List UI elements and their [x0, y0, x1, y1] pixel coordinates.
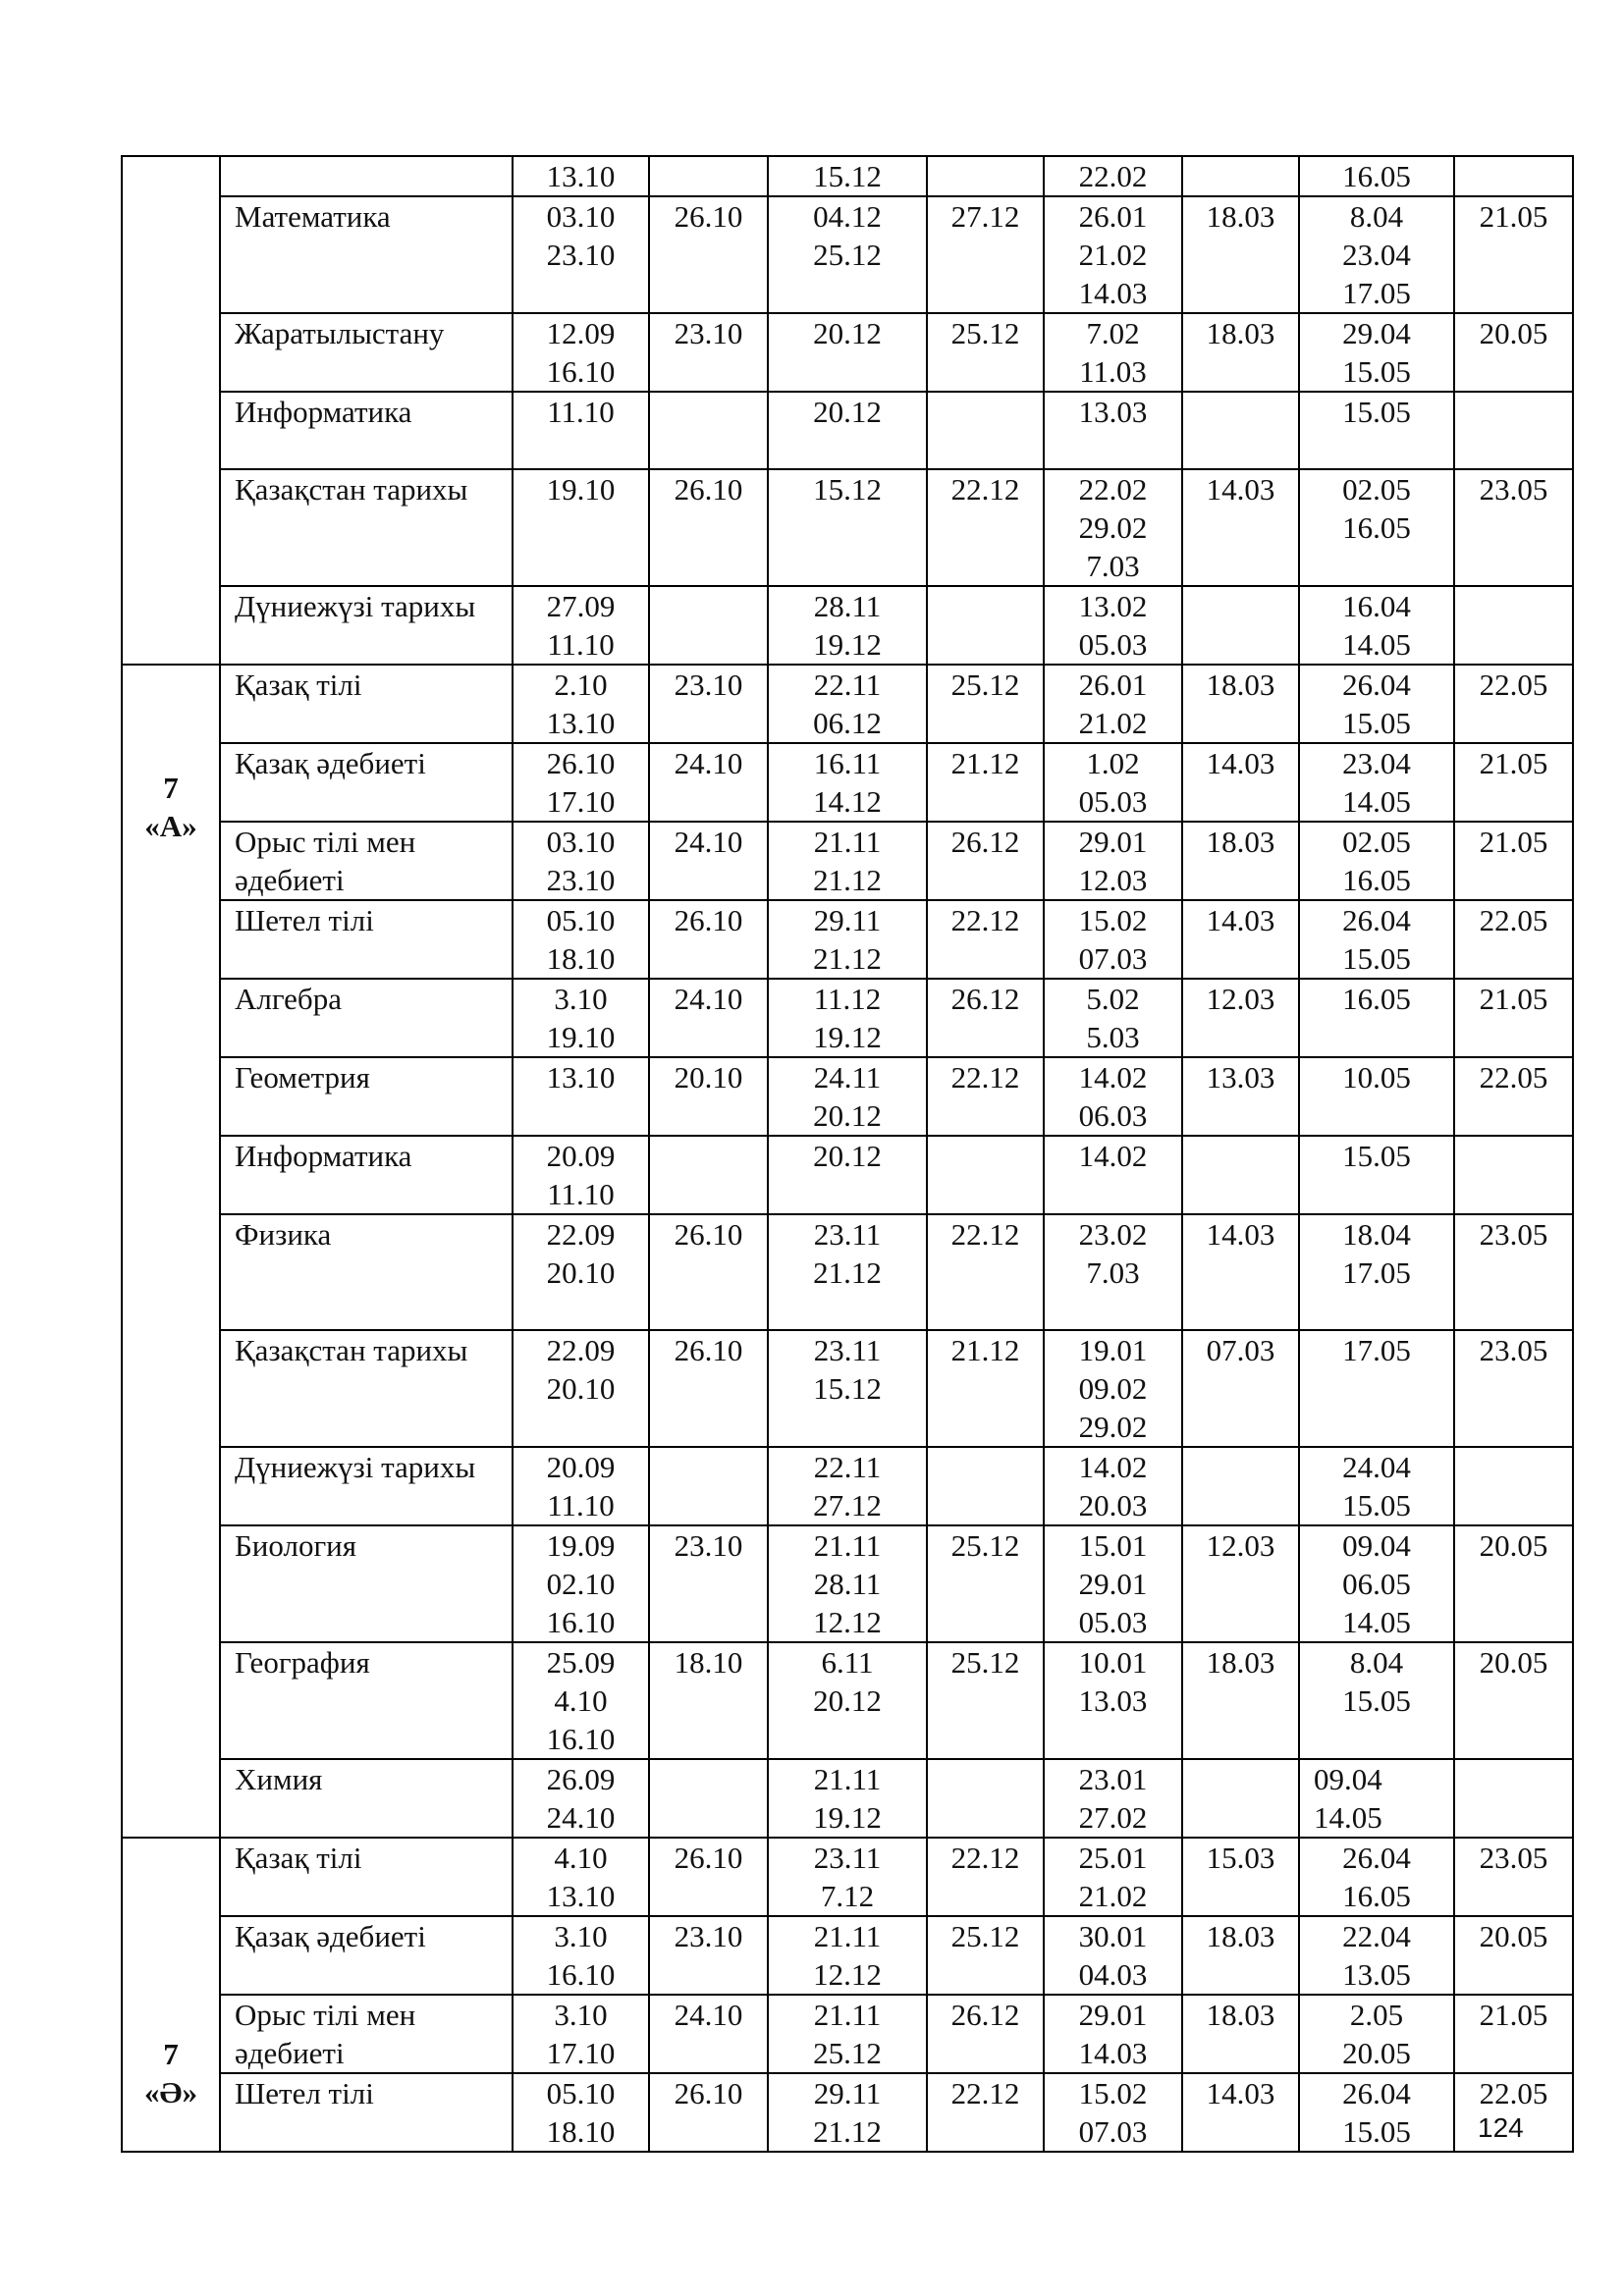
date-cell: 18.04 17.05 [1299, 1214, 1454, 1330]
date-cell: 13.02 05.03 [1044, 586, 1182, 665]
date-cell: 09.04 06.05 14.05 [1299, 1525, 1454, 1642]
date-cell: 22.09 20.10 [513, 1214, 649, 1330]
date-cell: 27.12 [927, 196, 1044, 313]
date-cell: 15.12 [768, 469, 927, 586]
table-row [122, 1330, 1573, 1447]
subject-cell: Дүниежүзі тарихы [220, 1447, 513, 1525]
date-cell: 18.03 [1182, 1995, 1299, 2073]
date-cell: 24.10 [649, 979, 768, 1057]
date-cell: 7.02 11.03 [1044, 313, 1182, 392]
date-cell [649, 1447, 768, 1525]
date-cell: 14.03 [1182, 1214, 1299, 1330]
date-cell: 11.10 [513, 392, 649, 469]
date-cell: 26.04 15.05 [1299, 665, 1454, 743]
date-cell: 29.04 15.05 [1299, 313, 1454, 392]
date-cell: 23.05 [1454, 469, 1573, 586]
date-cell: 21.11 21.12 [768, 822, 927, 900]
table-row [122, 1995, 1573, 2073]
date-cell: 23.05 [1454, 1214, 1573, 1330]
date-cell: 19.01 09.02 29.02 [1044, 1330, 1182, 1447]
date-cell: 24.04 15.05 [1299, 1447, 1454, 1525]
date-cell [649, 1759, 768, 1838]
subject-cell: Қазақ тілі [220, 665, 513, 743]
subject-cell: Шетел тілі [220, 2073, 513, 2152]
date-cell [649, 156, 768, 196]
subject-cell: География [220, 1642, 513, 1759]
subject-cell: Информатика [220, 392, 513, 469]
date-cell: 22.05 [1454, 665, 1573, 743]
date-cell: 16.05 [1299, 156, 1454, 196]
date-cell: 13.03 [1182, 1057, 1299, 1136]
date-cell [1182, 156, 1299, 196]
date-cell: 17.05 [1299, 1330, 1454, 1447]
date-cell: 15.02 07.03 [1044, 2073, 1182, 2152]
date-cell: 18.10 [649, 1642, 768, 1759]
date-cell: 11.12 19.12 [768, 979, 927, 1057]
date-cell: 28.11 19.12 [768, 586, 927, 665]
date-cell: 02.05 16.05 [1299, 822, 1454, 900]
date-cell: 15.01 29.01 05.03 [1044, 1525, 1182, 1642]
subject-cell: Информатика [220, 1136, 513, 1214]
date-cell: 20.05 [1454, 1525, 1573, 1642]
date-cell: 23.11 15.12 [768, 1330, 927, 1447]
date-cell: 25.12 [927, 313, 1044, 392]
date-cell: 26.04 15.05 [1299, 2073, 1454, 2152]
date-cell [1454, 156, 1573, 196]
date-cell: 26.10 [649, 900, 768, 979]
subject-cell: Орыс тілі мен әдебиеті [220, 1995, 513, 2073]
date-cell: 21.05 [1454, 743, 1573, 822]
date-cell: 10.05 [1299, 1057, 1454, 1136]
subject-cell: Физика [220, 1214, 513, 1330]
date-cell: 10.01 13.03 [1044, 1642, 1182, 1759]
date-cell: 22.09 20.10 [513, 1330, 649, 1447]
date-cell: 23.05 [1454, 1838, 1573, 1916]
date-cell: 29.11 21.12 [768, 900, 927, 979]
date-cell: 24.10 [649, 822, 768, 900]
date-cell: 16.04 14.05 [1299, 586, 1454, 665]
subject-cell: Дүниежүзі тарихы [220, 586, 513, 665]
subject-cell: Алгебра [220, 979, 513, 1057]
date-cell: 22.02 29.02 7.03 [1044, 469, 1182, 586]
date-cell: 22.12 [927, 1057, 1044, 1136]
subject-cell: Химия [220, 1759, 513, 1838]
date-cell: 22.12 [927, 1838, 1044, 1916]
date-cell: 03.10 23.10 [513, 822, 649, 900]
date-cell: 26.10 [649, 1214, 768, 1330]
date-cell: 18.03 [1182, 196, 1299, 313]
table-row [122, 2073, 1573, 2152]
date-cell: 25.01 21.02 [1044, 1838, 1182, 1916]
date-cell: 15.05 [1299, 1136, 1454, 1214]
date-cell: 25.12 [927, 1525, 1044, 1642]
date-cell: 13.10 [513, 1057, 649, 1136]
table-row [122, 1057, 1573, 1136]
date-cell: 25.12 [927, 1916, 1044, 1995]
date-cell: 21.12 [927, 743, 1044, 822]
date-cell: 3.10 16.10 [513, 1916, 649, 1995]
date-cell: 22.12 [927, 469, 1044, 586]
date-cell: 20.12 [768, 392, 927, 469]
subject-cell: Геометрия [220, 1057, 513, 1136]
date-cell: 24.10 [649, 1995, 768, 2073]
date-cell: 14.03 [1182, 743, 1299, 822]
date-cell [927, 1447, 1044, 1525]
date-cell: 13.03 [1044, 392, 1182, 469]
date-cell: 5.02 5.03 [1044, 979, 1182, 1057]
date-cell: 21.05 [1454, 196, 1573, 313]
date-cell: 6.11 20.12 [768, 1642, 927, 1759]
table-row [122, 1525, 1573, 1642]
date-cell: 23.10 [649, 313, 768, 392]
date-cell: 14.03 [1182, 2073, 1299, 2152]
table-row [122, 156, 1573, 196]
date-cell [1454, 586, 1573, 665]
date-cell: 23.11 21.12 [768, 1214, 927, 1330]
date-cell: 23.01 27.02 [1044, 1759, 1182, 1838]
date-cell: 15.12 [768, 156, 927, 196]
date-cell: 22.02 [1044, 156, 1182, 196]
date-cell: 24.10 [649, 743, 768, 822]
date-cell: 07.03 [1182, 1330, 1299, 1447]
date-cell: 18.03 [1182, 822, 1299, 900]
date-cell: 26.10 17.10 [513, 743, 649, 822]
date-cell: 22.04 13.05 [1299, 1916, 1454, 1995]
date-cell: 26.10 [649, 469, 768, 586]
date-cell: 22.12 [927, 1214, 1044, 1330]
subject-cell: Биология [220, 1525, 513, 1642]
date-cell: 23.11 7.12 [768, 1838, 927, 1916]
date-cell: 14.02 20.03 [1044, 1447, 1182, 1525]
date-cell: 18.03 [1182, 1916, 1299, 1995]
date-cell: 12.03 [1182, 979, 1299, 1057]
date-cell: 23.02 7.03 [1044, 1214, 1182, 1330]
date-cell: 26.12 [927, 979, 1044, 1057]
date-cell [927, 586, 1044, 665]
table-row [122, 900, 1573, 979]
table-row [122, 469, 1573, 586]
date-cell: 19.10 [513, 469, 649, 586]
date-cell: 26.01 21.02 14.03 [1044, 196, 1182, 313]
date-cell: 29.01 14.03 [1044, 1995, 1182, 2073]
schedule-body [122, 156, 1573, 2152]
subject-cell: Математика [220, 196, 513, 313]
date-cell: 15.05 [1299, 392, 1454, 469]
subject-cell: Орыс тілі мен әдебиеті [220, 822, 513, 900]
date-cell: 2.10 13.10 [513, 665, 649, 743]
subject-cell: Қазақ әдебиеті [220, 743, 513, 822]
date-cell [649, 1136, 768, 1214]
date-cell: 14.02 06.03 [1044, 1057, 1182, 1136]
table-row [122, 392, 1573, 469]
date-cell: 3.10 19.10 [513, 979, 649, 1057]
date-cell [649, 586, 768, 665]
class-label: 7 «Ә» [144, 2037, 197, 2109]
table-row [122, 1642, 1573, 1759]
date-cell: 22.11 27.12 [768, 1447, 927, 1525]
date-cell: 04.12 25.12 [768, 196, 927, 313]
date-cell: 26.10 [649, 1838, 768, 1916]
date-cell: 8.04 15.05 [1299, 1642, 1454, 1759]
date-cell: 26.09 24.10 [513, 1759, 649, 1838]
date-cell: 26.04 16.05 [1299, 1838, 1454, 1916]
class-label: 7 «А» [144, 771, 197, 843]
date-cell: 14.02 [1044, 1136, 1182, 1214]
table-row [122, 586, 1573, 665]
date-cell: 21.11 28.11 12.12 [768, 1525, 927, 1642]
date-cell: 12.09 16.10 [513, 313, 649, 392]
date-cell: 14.03 [1182, 900, 1299, 979]
table-row [122, 1759, 1573, 1838]
date-cell: 02.05 16.05 [1299, 469, 1454, 586]
date-cell: 30.01 04.03 [1044, 1916, 1182, 1995]
table-row [122, 313, 1573, 392]
subject-cell: Шетел тілі [220, 900, 513, 979]
table-row [122, 1447, 1573, 1525]
class-cell [122, 665, 220, 1838]
date-cell: 20.05 [1454, 1916, 1573, 1995]
date-cell: 09.04 14.05 [1299, 1759, 1454, 1838]
date-cell: 26.10 [649, 1330, 768, 1447]
date-cell: 20.09 11.10 [513, 1136, 649, 1214]
date-cell: 3.10 17.10 [513, 1995, 649, 2073]
table-row [122, 1136, 1573, 1214]
date-cell: 15.02 07.03 [1044, 900, 1182, 979]
date-cell: 12.03 [1182, 1525, 1299, 1642]
subject-cell: Жаратылыстану [220, 313, 513, 392]
table-row [122, 1214, 1573, 1330]
table-row [122, 196, 1573, 313]
date-cell: 18.03 [1182, 1642, 1299, 1759]
date-cell: 20.05 [1454, 1642, 1573, 1759]
date-cell: 23.05 [1454, 1330, 1573, 1447]
date-cell: 21.11 19.12 [768, 1759, 927, 1838]
date-cell: 23.10 [649, 1525, 768, 1642]
date-cell [927, 156, 1044, 196]
date-cell: 24.11 20.12 [768, 1057, 927, 1136]
table-row [122, 665, 1573, 743]
date-cell: 25.12 [927, 1642, 1044, 1759]
date-cell: 26.12 [927, 822, 1044, 900]
date-cell [1182, 1136, 1299, 1214]
date-cell [1454, 392, 1573, 469]
date-cell: 26.12 [927, 1995, 1044, 2073]
page-number: 124 [1478, 2112, 1524, 2143]
schedule-table [121, 155, 1574, 2153]
date-cell: 29.01 12.03 [1044, 822, 1182, 900]
table-row [122, 822, 1573, 900]
date-cell: 20.10 [649, 1057, 768, 1136]
date-cell: 4.10 13.10 [513, 1838, 649, 1916]
date-cell: 23.10 [649, 665, 768, 743]
date-cell: 15.03 [1182, 1838, 1299, 1916]
date-cell: 25.09 4.10 16.10 [513, 1642, 649, 1759]
date-cell: 22.05 [1454, 2073, 1573, 2152]
class-cell [122, 1838, 220, 2152]
date-cell: 18.03 [1182, 665, 1299, 743]
date-cell: 29.11 21.12 [768, 2073, 927, 2152]
date-cell: 05.10 18.10 [513, 2073, 649, 2152]
subject-cell: Қазақ тілі [220, 1838, 513, 1916]
date-cell [1182, 1759, 1299, 1838]
table-row [122, 1838, 1573, 1916]
date-cell: 26.01 21.02 [1044, 665, 1182, 743]
date-cell: 22.05 [1454, 1057, 1573, 1136]
date-cell: 21.11 25.12 [768, 1995, 927, 2073]
date-cell [1182, 392, 1299, 469]
date-cell: 26.10 [649, 2073, 768, 2152]
date-cell [927, 392, 1044, 469]
date-cell [1182, 586, 1299, 665]
date-cell: 20.12 [768, 313, 927, 392]
date-cell [1182, 1447, 1299, 1525]
date-cell: 22.12 [927, 2073, 1044, 2152]
date-cell: 21.11 12.12 [768, 1916, 927, 1995]
date-cell: 23.10 [649, 1916, 768, 1995]
date-cell: 22.12 [927, 900, 1044, 979]
subject-cell [220, 156, 513, 196]
date-cell: 25.12 [927, 665, 1044, 743]
date-cell: 23.04 14.05 [1299, 743, 1454, 822]
date-cell: 13.10 [513, 156, 649, 196]
date-cell [1454, 1759, 1573, 1838]
date-cell [927, 1759, 1044, 1838]
date-cell: 26.04 15.05 [1299, 900, 1454, 979]
date-cell: 2.05 20.05 [1299, 1995, 1454, 2073]
date-cell: 22.11 06.12 [768, 665, 927, 743]
subject-cell: Қазақстан тарихы [220, 469, 513, 586]
date-cell: 21.05 [1454, 1995, 1573, 2073]
date-cell: 16.05 [1299, 979, 1454, 1057]
table-row [122, 743, 1573, 822]
date-cell: 27.09 11.10 [513, 586, 649, 665]
date-cell [1454, 1136, 1573, 1214]
date-cell [927, 1136, 1044, 1214]
date-cell [649, 392, 768, 469]
date-cell: 8.04 23.04 17.05 [1299, 196, 1454, 313]
subject-cell: Қазақстан тарихы [220, 1330, 513, 1447]
date-cell: 1.02 05.03 [1044, 743, 1182, 822]
date-cell: 18.03 [1182, 313, 1299, 392]
date-cell: 21.05 [1454, 822, 1573, 900]
date-cell: 03.10 23.10 [513, 196, 649, 313]
date-cell: 14.03 [1182, 469, 1299, 586]
date-cell: 22.05 [1454, 900, 1573, 979]
date-cell: 26.10 [649, 196, 768, 313]
date-cell: 20.12 [768, 1136, 927, 1214]
date-cell: 16.11 14.12 [768, 743, 927, 822]
date-cell: 19.09 02.10 16.10 [513, 1525, 649, 1642]
table-row [122, 979, 1573, 1057]
class-cell [122, 156, 220, 665]
date-cell: 20.05 [1454, 313, 1573, 392]
subject-cell: Қазақ әдебиеті [220, 1916, 513, 1995]
date-cell [1454, 1447, 1573, 1525]
date-cell: 21.05 [1454, 979, 1573, 1057]
table-row [122, 1916, 1573, 1995]
date-cell: 05.10 18.10 [513, 900, 649, 979]
date-cell: 20.09 11.10 [513, 1447, 649, 1525]
date-cell: 21.12 [927, 1330, 1044, 1447]
